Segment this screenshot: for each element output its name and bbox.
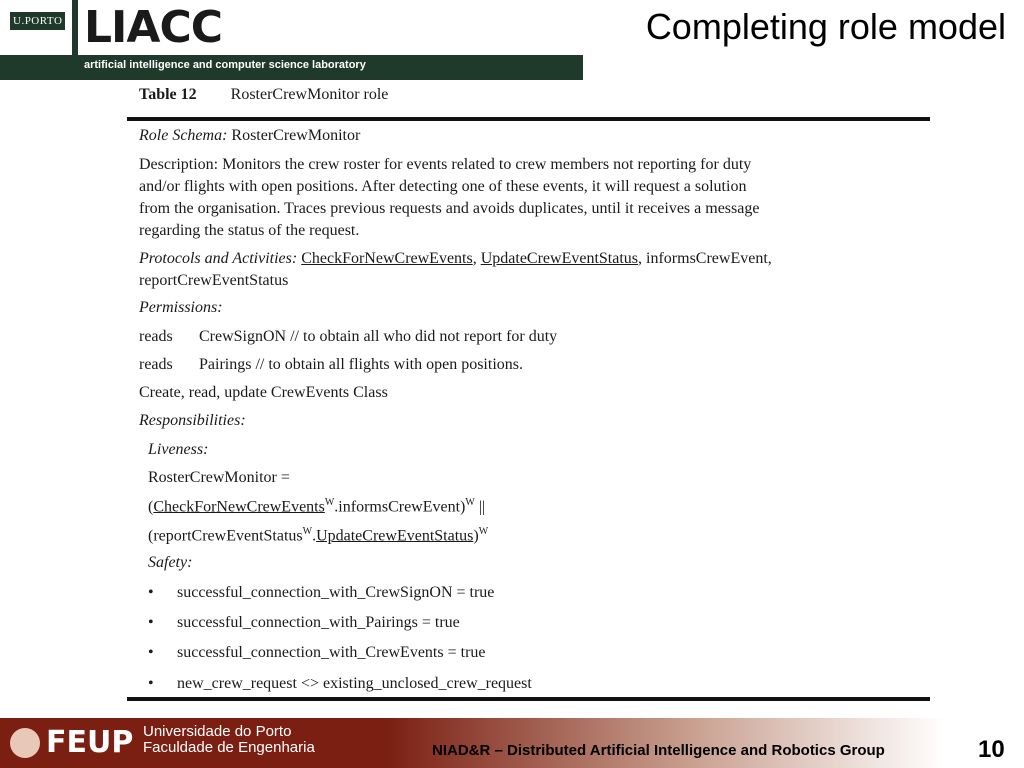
role-schema-value: RosterCrewMonitor [231,127,361,144]
bullet-icon: • [148,584,154,601]
table-bottom-rule [127,697,930,701]
university-name: Universidade do Porto [143,723,292,740]
university-name-block [143,724,315,756]
superscript-w: W [302,526,313,537]
slide-title: Completing role model [645,6,1006,47]
safety-item: successful_connection_with_CrewEvents = true [177,644,486,661]
liveness-expression-2: (reportCrewEventStatus$^W$.UpdateCrewEventStatus)$^W$ [148,526,489,545]
protocol-informs-crew-event: informsCrewEvent, [646,250,772,267]
footer-bar [0,718,1024,768]
feup-seal-icon [10,728,40,758]
safety-label: Safety: [148,554,193,571]
liveness-informs-crew-event: .informsCrewEvent) [334,498,466,516]
safety-item: successful_connection_with_CrewSignON = true [177,584,495,601]
protocols-row: Protocols and Activities: CheckForNewCrewEvents, UpdateCrewEventStatus, informsCrewEvent, [139,250,772,267]
superscript-w: W [478,526,489,537]
faculty-name: Faculdade de Engenharia [143,739,315,756]
permission-create: Create, read, update CrewEvents Class [139,384,388,401]
bullet-icon: • [148,614,154,631]
role-schema-row [139,127,360,145]
table-number: Table 12 [139,86,197,103]
permissions-label: Permissions: [139,299,223,316]
permission-row [139,356,523,374]
uporto-logo: U.PORTO [10,12,65,30]
protocols-label: Protocols and Activities: [139,250,298,267]
description-line: Description: Monitors the crew roster for events related to crew members not reporting for duty [139,156,752,173]
liveness-update-crew-event-status: UpdateCrewEventStatus [316,527,474,545]
permission-verb: reads [139,328,173,345]
superscript-w: W [465,497,475,508]
table-title: RosterCrewMonitor role [230,86,389,103]
bullet-icon: • [148,644,154,661]
description-line: and/or flights with open positions. After detecting one of these events, it will request a solution [139,178,747,195]
liveness-label: Liveness: [148,441,209,458]
footer-left-area [0,718,385,768]
safety-item: new_crew_request <> existing_unclosed_crew_request [177,675,532,692]
responsibilities-label: Responsibilities: [139,412,246,429]
permission-verb: reads [139,356,173,373]
page-number: 10 [978,736,1005,763]
table-top-rule [127,117,930,121]
superscript-w: W [324,497,335,508]
protocol-update-crew-event-status: UpdateCrewEventStatus [480,250,639,267]
table-caption [139,86,388,104]
group-name: NIAD&R – Distributed Artificial Intelligence and Robotics Group [432,742,885,759]
feup-logo: FEUP [46,725,134,760]
description-line: regarding the status of the request. [139,222,360,239]
bullet-icon: • [148,675,154,692]
protocol-report-crew-event-status: reportCrewEventStatus [139,272,289,289]
liveness-report-crew-event-status: (reportCrewEventStatus [148,527,303,545]
permission-row [139,328,557,346]
safety-item: successful_connection_with_Pairings = true [177,614,460,631]
lab-subtitle: artificial intelligence and computer science laboratory [84,59,366,71]
permission-text: CrewSignON // to obtain all who did not report for duty [199,328,558,345]
liveness-expression-1: (CheckForNewCrewEvents$^W$.informsCrewEvent)$^W$ || [148,497,486,516]
liveness-definition: RosterCrewMonitor = [148,469,290,486]
permission-text: Pairings // to obtain all flights with open positions. [199,356,523,373]
liacc-logo: LIACC [84,2,223,53]
liveness-check-for-new-crew-events: CheckForNewCrewEvents [153,498,325,516]
role-schema-label: Role Schema: [139,127,228,144]
protocol-check-for-new-crew-events: CheckForNewCrewEvents [301,250,473,267]
description-line: from the organisation. Traces previous requests and avoids duplicates, until it receives a message [139,200,760,217]
